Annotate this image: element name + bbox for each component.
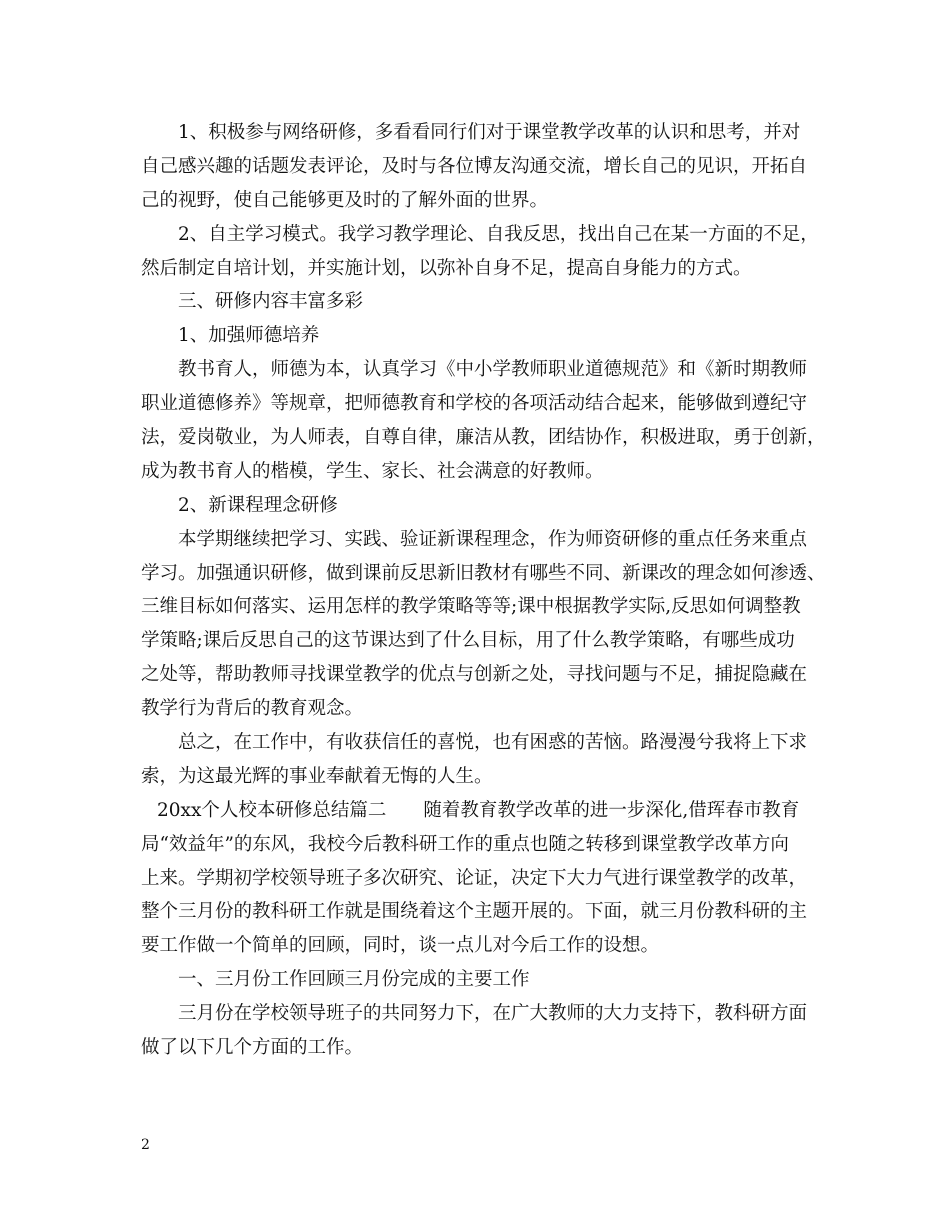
subsection-heading: 1、加强师德培养 [178,325,320,347]
paragraph-line: 局“效益年”的东风，我校今后教科研工作的重点也随之转移到课堂教学改革方向 [141,833,789,855]
section-heading: 一、三月份工作回顾三月份完成的主要工作 [178,969,530,991]
paragraph-line: 成为教书育人的楷模，学生、家长、社会满意的好教师。 [141,460,604,482]
paragraph-line: 法，爱岗敬业，为人师表，自尊自律，廉洁从教，团结协作，积极进取，勇于创新， [141,427,826,449]
paragraph-line: 己的视野，使自己能够更及时的了解外面的世界。 [141,189,549,211]
paragraph-line: 本学期继续把学习、实践、验证新课程理念，作为师资研修的重点任务来重点 [178,528,808,550]
paragraph-line: 职业道德修养》等规章，把师德教育和学校的各项活动结合起来，能够做到遵纪守 [141,393,808,415]
paragraph-line: 学策略;课后反思自己的这节课达到了什么目标，用了什么教学策略，有哪些成功 [141,630,795,652]
paragraph-line: 要工作做一个简单的回顾，同时，谈一点儿对今后工作的设想。 [141,935,660,957]
paragraph-line: 教书育人，师德为本，认真学习《中小学教师职业道德规范》和《新时期教师 [178,359,808,381]
paragraph-line: 上来。学期初学校领导班子多次研究、论证，决定下大力气进行课堂教学的改革， [141,867,808,889]
paragraph-line: 自己感兴趣的话题发表评论，及时与各位博友沟通交流，增长自己的见识，开拓自 [141,155,808,177]
page-number: 2 [141,1137,150,1153]
paragraph-line: 三月份在学校领导班子的共同努力下，在广大教师的大力支持下，教科研方面 [178,1003,808,1025]
paragraph-line: 学习。加强通识研修，做到课前反思新旧教材有哪些不同、新课改的理念如何渗透、 [141,562,826,584]
paragraph-line: 20xx个人校本研修总结篇二 随着教育教学改革的进一步深化,借珲春市教育 [157,799,800,821]
subsection-heading: 2、新课程理念研修 [178,494,338,516]
paragraph-line: 三维目标如何落实、运用怎样的教学策略等等;课中根据教学实际,反思如何调整教 [141,596,801,618]
paragraph-line: 1、积极参与网络研修，多看看同行们对于课堂教学改革的认识和思考，并对 [178,122,801,143]
paragraph-line: 总之，在工作中，有收获信任的喜悦，也有困惑的苦恼。路漫漫兮我将上下求 [178,732,808,754]
paragraph-line: 索，为这最光辉的事业奉献着无悔的人生。 [141,765,493,787]
document-body [141,116,826,1065]
paragraph-line: 整个三月份的教科研工作就是围绕着这个主题开展的。下面，就三月份教科研的主 [141,901,808,923]
paragraph-line: 然后制定自培计划，并实施计划，以弥补自身不足，提高自身能力的方式。 [141,257,752,279]
paragraph-line: 2、自主学习模式。我学习教学理论、自我反思，找出自己在某一方面的不足， [178,223,819,245]
paragraph-line: 之处等，帮助教师寻找课堂教学的优点与创新之处，寻找问题与不足，捕捉隐藏在 [141,664,808,686]
paragraph-line: 做了以下几个方面的工作。 [141,1037,364,1059]
paragraph-line: 教学行为背后的教育观念。 [141,698,364,720]
section-heading: 三、研修内容丰富多彩 [178,291,364,313]
